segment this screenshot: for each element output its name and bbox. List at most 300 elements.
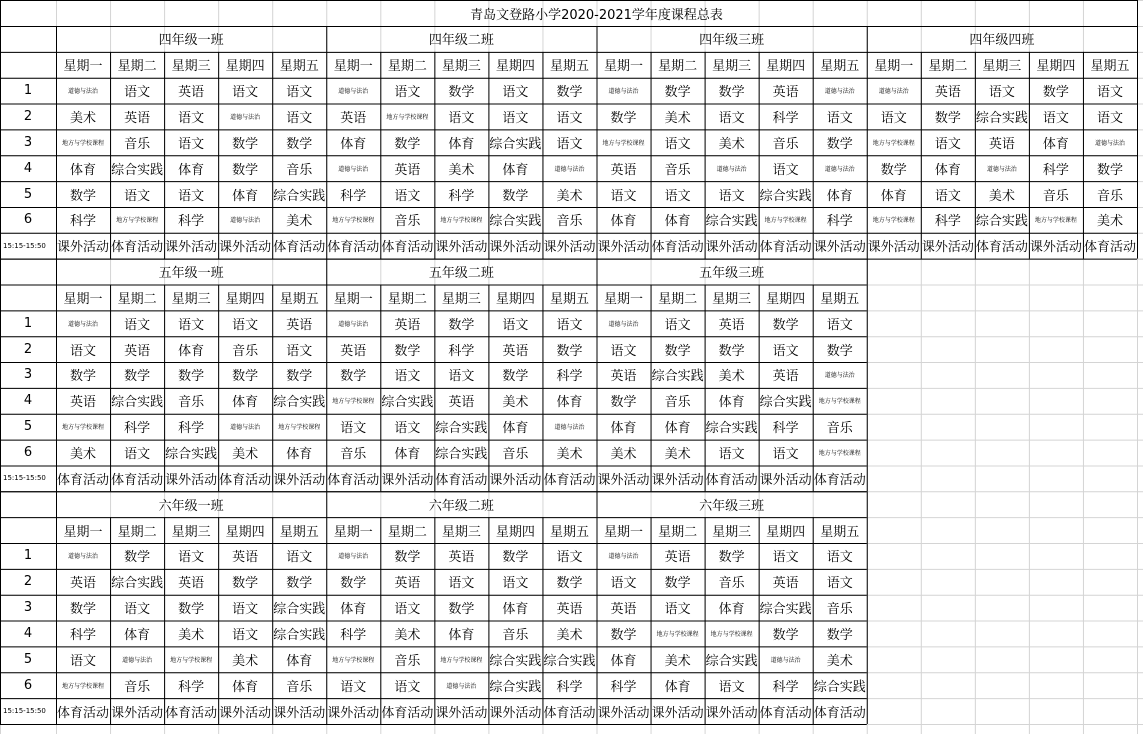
subject-cell: 课外活动 <box>273 705 326 721</box>
subject-cell: 体育 <box>124 627 151 643</box>
weekday-header: 星期二 <box>658 291 698 307</box>
subject-cell: 美术 <box>286 214 313 230</box>
subject-cell: 综合实践 <box>489 214 542 230</box>
weekday-header: 星期三 <box>171 59 211 75</box>
subject-cell: 体育 <box>502 162 529 178</box>
subject-cell: 语文 <box>556 550 583 566</box>
subject-cell: 语文 <box>394 85 421 101</box>
subject-cell: 语文 <box>664 317 691 333</box>
class-name: 五年级二班 <box>428 266 494 282</box>
subject-cell: 科学 <box>934 214 961 230</box>
subject-cell: 语文 <box>448 110 475 126</box>
activity-time-label: 15:15-15:50 <box>3 707 46 716</box>
subject-cell: 体育 <box>394 447 421 463</box>
subject-cell: 美术 <box>664 110 691 126</box>
weekday-header: 星期一 <box>874 59 914 75</box>
subject-cell: 数学 <box>394 343 421 359</box>
subject-cell: 综合实践 <box>111 576 164 592</box>
subject-cell: 美术 <box>718 369 745 385</box>
subject-cell: 语文 <box>772 343 799 359</box>
weekday-header: 星期一 <box>604 291 644 307</box>
subject-cell: 地方与学校课程 <box>1034 217 1077 225</box>
subject-cell: 体育 <box>178 162 205 178</box>
period-number: 2 <box>23 341 33 357</box>
subject-cell: 体育 <box>340 602 367 618</box>
subject-cell: 音乐 <box>178 395 205 411</box>
subject-cell: 课外活动 <box>597 705 650 721</box>
subject-cell: 综合实践 <box>489 679 542 695</box>
subject-cell: 数学 <box>556 85 583 101</box>
subject-cell: 英语 <box>664 550 691 566</box>
subject-cell: 体育活动 <box>813 472 866 488</box>
subject-cell: 音乐 <box>232 343 259 359</box>
weekday-header: 星期三 <box>982 59 1022 75</box>
weekday-header: 星期五 <box>549 524 589 540</box>
subject-cell: 音乐 <box>556 214 583 230</box>
subject-cell: 美术 <box>664 447 691 463</box>
subject-cell: 体育 <box>610 653 637 669</box>
subject-cell: 音乐 <box>124 136 151 152</box>
subject-cell: 道德与法治 <box>554 165 585 173</box>
subject-cell: 语文 <box>124 188 151 204</box>
subject-cell: 英语 <box>934 85 961 101</box>
weekday-header: 星期一 <box>63 291 103 307</box>
subject-cell: 数学 <box>1096 162 1123 178</box>
subject-cell: 英语 <box>394 317 421 333</box>
class-name: 四年级二班 <box>428 33 494 49</box>
subject-cell: 综合实践 <box>705 214 758 230</box>
subject-cell: 音乐 <box>124 679 151 695</box>
subject-cell: 体育活动 <box>651 240 704 256</box>
weekday-header: 星期一 <box>604 524 644 540</box>
subject-cell: 课外活动 <box>381 472 434 488</box>
subject-cell: 综合实践 <box>975 214 1028 230</box>
subject-cell: 英语 <box>988 136 1015 152</box>
subject-cell: 数学 <box>340 369 367 385</box>
subject-cell: 数学 <box>610 627 637 643</box>
period-number: 6 <box>23 212 33 228</box>
subject-cell: 体育活动 <box>759 240 812 256</box>
subject-cell: 语文 <box>394 188 421 204</box>
subject-cell: 数学 <box>934 110 961 126</box>
subject-cell: 科学 <box>124 421 151 437</box>
subject-cell: 道德与法治 <box>554 424 585 432</box>
subject-cell: 语文 <box>286 85 313 101</box>
period-number: 4 <box>23 160 33 176</box>
subject-cell: 综合实践 <box>489 136 542 152</box>
subject-cell: 语文 <box>178 110 205 126</box>
subject-cell: 语文 <box>664 136 691 152</box>
subject-cell: 地方与学校课程 <box>440 217 483 225</box>
subject-cell: 道德与法治 <box>338 165 369 173</box>
subject-cell: 数学 <box>664 576 691 592</box>
subject-cell: 科学 <box>70 627 97 643</box>
subject-cell: 美术 <box>502 395 529 411</box>
subject-cell: 科学 <box>772 421 799 437</box>
subject-cell: 语文 <box>232 602 259 618</box>
subject-cell: 英语 <box>124 110 151 126</box>
subject-cell: 英语 <box>718 317 745 333</box>
subject-cell: 语文 <box>232 317 259 333</box>
subject-cell: 数学 <box>502 188 529 204</box>
subject-cell: 地方与学校课程 <box>656 630 699 638</box>
subject-cell: 语文 <box>394 369 421 385</box>
subject-cell: 体育 <box>340 136 367 152</box>
subject-cell: 综合实践 <box>705 653 758 669</box>
subject-cell: 英语 <box>124 343 151 359</box>
subject-cell: 科学 <box>1042 162 1069 178</box>
subject-cell: 综合实践 <box>273 627 326 643</box>
subject-cell: 语文 <box>502 317 529 333</box>
subject-cell: 课外活动 <box>651 472 704 488</box>
subject-cell: 英语 <box>556 602 583 618</box>
subject-cell: 体育 <box>502 421 529 437</box>
subject-cell: 体育活动 <box>813 705 866 721</box>
weekday-header: 星期二 <box>658 59 698 75</box>
period-number: 4 <box>23 393 33 409</box>
subject-cell: 体育 <box>610 421 637 437</box>
subject-cell: 英语 <box>70 576 97 592</box>
subject-cell: 道德与法治 <box>1094 139 1125 147</box>
subject-cell: 数学 <box>178 602 205 618</box>
subject-cell: 道德与法治 <box>338 88 369 96</box>
subject-cell: 英语 <box>610 369 637 385</box>
subject-cell: 科学 <box>178 679 205 695</box>
page-title: 青岛文登路小学2020-2021学年度课程总表 <box>470 7 723 23</box>
period-number: 3 <box>23 600 33 616</box>
subject-cell: 地方与学校课程 <box>872 139 915 147</box>
subject-cell: 地方与学校课程 <box>278 424 321 432</box>
subject-cell: 英语 <box>232 550 259 566</box>
weekday-header: 星期五 <box>820 524 860 540</box>
subject-cell: 数学 <box>826 627 853 643</box>
subject-cell: 课外活动 <box>597 472 650 488</box>
weekday-header: 星期五 <box>549 59 589 75</box>
subject-cell: 美术 <box>610 447 637 463</box>
subject-cell: 语文 <box>178 317 205 333</box>
subject-cell: 语文 <box>556 110 583 126</box>
subject-cell: 语文 <box>718 188 745 204</box>
weekday-header: 星期五 <box>279 524 319 540</box>
subject-cell: 课外活动 <box>705 705 758 721</box>
subject-cell: 道德与法治 <box>68 553 99 561</box>
weekday-header: 星期四 <box>1036 59 1076 75</box>
subject-cell: 课外活动 <box>543 240 596 256</box>
subject-cell: 数学 <box>232 136 259 152</box>
subject-cell: 地方与学校课程 <box>62 139 105 147</box>
weekday-header: 星期三 <box>712 59 752 75</box>
subject-cell: 综合实践 <box>165 447 218 463</box>
subject-cell: 美术 <box>556 447 583 463</box>
weekday-header: 星期四 <box>225 59 265 75</box>
class-name: 四年级三班 <box>699 33 765 49</box>
subject-cell: 综合实践 <box>759 602 812 618</box>
subject-cell: 科学 <box>772 679 799 695</box>
subject-cell: 综合实践 <box>759 395 812 411</box>
subject-cell: 数学 <box>286 576 313 592</box>
period-number: 4 <box>23 625 33 641</box>
subject-cell: 科学 <box>340 188 367 204</box>
subject-cell: 美术 <box>448 162 475 178</box>
weekday-header: 星期四 <box>766 524 806 540</box>
subject-cell: 地方与学校课程 <box>116 217 159 225</box>
subject-cell: 音乐 <box>340 447 367 463</box>
period-number: 2 <box>23 574 33 590</box>
subject-cell: 道德与法治 <box>230 217 261 225</box>
subject-cell: 道德与法治 <box>986 165 1017 173</box>
weekday-header: 星期二 <box>387 59 427 75</box>
weekday-header: 星期五 <box>279 59 319 75</box>
period-number: 5 <box>23 419 33 435</box>
subject-cell: 英语 <box>178 576 205 592</box>
subject-cell: 语文 <box>826 110 853 126</box>
subject-cell: 语文 <box>1096 110 1123 126</box>
weekday-header: 星期二 <box>928 59 968 75</box>
weekday-header: 星期二 <box>117 59 157 75</box>
subject-cell: 体育活动 <box>327 240 380 256</box>
subject-cell: 英语 <box>610 602 637 618</box>
subject-cell: 地方与学校课程 <box>710 630 753 638</box>
subject-cell: 数学 <box>232 162 259 178</box>
subject-cell: 语文 <box>718 679 745 695</box>
subject-cell: 语文 <box>124 317 151 333</box>
weekday-header: 星期四 <box>766 291 806 307</box>
subject-cell: 美术 <box>394 627 421 643</box>
subject-cell: 道德与法治 <box>608 320 639 328</box>
subject-cell: 课外活动 <box>327 705 380 721</box>
subject-cell: 美术 <box>556 627 583 643</box>
subject-cell: 科学 <box>826 214 853 230</box>
subject-cell: 体育活动 <box>57 705 110 721</box>
subject-cell: 体育 <box>556 395 583 411</box>
weekday-header: 星期三 <box>441 59 481 75</box>
subject-cell: 语文 <box>772 162 799 178</box>
subject-cell: 数学 <box>232 369 259 385</box>
subject-cell: 数学 <box>556 576 583 592</box>
subject-cell: 体育活动 <box>543 472 596 488</box>
subject-cell: 数学 <box>448 317 475 333</box>
subject-cell: 语文 <box>610 188 637 204</box>
subject-cell: 音乐 <box>664 395 691 411</box>
subject-cell: 语文 <box>664 188 691 204</box>
subject-cell: 课外活动 <box>1029 240 1082 256</box>
subject-cell: 语文 <box>178 188 205 204</box>
subject-cell: 美术 <box>718 136 745 152</box>
subject-cell: 数学 <box>1042 85 1069 101</box>
subject-cell: 道德与法治 <box>824 88 855 96</box>
subject-cell: 地方与学校课程 <box>818 398 861 406</box>
subject-cell: 地方与学校课程 <box>872 217 915 225</box>
subject-cell: 综合实践 <box>975 110 1028 126</box>
subject-cell: 英语 <box>448 395 475 411</box>
subject-cell: 数学 <box>502 369 529 385</box>
weekday-header: 星期二 <box>387 524 427 540</box>
subject-cell: 体育 <box>664 679 691 695</box>
subject-cell: 综合实践 <box>543 653 596 669</box>
subject-cell: 科学 <box>556 679 583 695</box>
weekday-header: 星期三 <box>171 524 211 540</box>
subject-cell: 综合实践 <box>273 395 326 411</box>
class-name: 四年级一班 <box>158 33 224 49</box>
subject-cell: 综合实践 <box>273 188 326 204</box>
subject-cell: 科学 <box>448 188 475 204</box>
subject-cell: 体育 <box>448 627 475 643</box>
subject-cell: 语文 <box>718 447 745 463</box>
subject-cell: 数学 <box>448 602 475 618</box>
class-name: 六年级二班 <box>428 498 494 514</box>
subject-cell: 语文 <box>826 576 853 592</box>
subject-cell: 道德与法治 <box>446 682 477 690</box>
period-number: 6 <box>23 445 33 461</box>
subject-cell: 地方与学校课程 <box>62 682 105 690</box>
class-name: 四年级四班 <box>969 33 1035 49</box>
subject-cell: 美术 <box>1096 214 1123 230</box>
subject-cell: 体育 <box>610 214 637 230</box>
subject-cell: 音乐 <box>286 162 313 178</box>
subject-cell: 英语 <box>286 317 313 333</box>
subject-cell: 道德与法治 <box>608 553 639 561</box>
subject-cell: 语文 <box>772 550 799 566</box>
weekday-header: 星期三 <box>441 524 481 540</box>
subject-cell: 地方与学校课程 <box>332 217 375 225</box>
subject-cell: 科学 <box>772 110 799 126</box>
subject-cell: 英语 <box>502 343 529 359</box>
subject-cell: 语文 <box>448 369 475 385</box>
subject-cell: 体育 <box>502 602 529 618</box>
weekday-header: 星期一 <box>333 59 373 75</box>
period-number: 3 <box>23 134 33 150</box>
subject-cell: 数学 <box>448 85 475 101</box>
subject-cell: 美术 <box>70 447 97 463</box>
subject-cell: 体育 <box>232 395 259 411</box>
subject-cell: 科学 <box>556 369 583 385</box>
subject-cell: 语文 <box>502 110 529 126</box>
subject-cell: 道德与法治 <box>878 88 909 96</box>
subject-cell: 地方与学校课程 <box>818 450 861 458</box>
subject-cell: 语文 <box>124 602 151 618</box>
subject-cell: 道德与法治 <box>716 165 747 173</box>
subject-cell: 语文 <box>124 85 151 101</box>
subject-cell: 语文 <box>826 550 853 566</box>
weekday-header: 星期一 <box>604 59 644 75</box>
subject-cell: 数学 <box>772 627 799 643</box>
subject-cell: 地方与学校课程 <box>764 217 807 225</box>
subject-cell: 课外活动 <box>435 240 488 256</box>
period-number: 5 <box>23 186 33 202</box>
subject-cell: 语文 <box>988 85 1015 101</box>
subject-cell: 英语 <box>70 395 97 411</box>
subject-cell: 课外活动 <box>867 240 920 256</box>
subject-cell: 数学 <box>556 343 583 359</box>
period-number: 1 <box>23 315 33 331</box>
weekday-header: 星期四 <box>225 291 265 307</box>
subject-cell: 美术 <box>232 653 259 669</box>
activity-time-label: 15:15-15:50 <box>3 474 46 483</box>
subject-cell: 体育 <box>718 602 745 618</box>
subject-cell: 数学 <box>124 550 151 566</box>
subject-cell: 道德与法治 <box>338 320 369 328</box>
subject-cell: 道德与法治 <box>122 656 153 664</box>
subject-cell: 语文 <box>502 576 529 592</box>
subject-cell: 数学 <box>718 343 745 359</box>
subject-cell: 数学 <box>70 602 97 618</box>
subject-cell: 数学 <box>340 576 367 592</box>
weekday-header: 星期二 <box>658 524 698 540</box>
subject-cell: 体育活动 <box>435 472 488 488</box>
subject-cell: 课外活动 <box>165 240 218 256</box>
subject-cell: 地方与学校课程 <box>170 656 213 664</box>
subject-cell: 综合实践 <box>273 602 326 618</box>
subject-cell: 语文 <box>718 110 745 126</box>
subject-cell: 综合实践 <box>651 369 704 385</box>
subject-cell: 体育活动 <box>165 705 218 721</box>
subject-cell: 数学 <box>880 162 907 178</box>
subject-cell: 语文 <box>286 110 313 126</box>
subject-cell: 体育 <box>286 653 313 669</box>
subject-cell: 地方与学校课程 <box>440 656 483 664</box>
weekday-header: 星期三 <box>171 291 211 307</box>
subject-cell: 道德与法治 <box>230 424 261 432</box>
subject-cell: 语文 <box>934 188 961 204</box>
subject-cell: 语文 <box>286 550 313 566</box>
weekday-header: 星期四 <box>495 524 535 540</box>
subject-cell: 语文 <box>934 136 961 152</box>
subject-cell: 数学 <box>772 317 799 333</box>
subject-cell: 数学 <box>664 343 691 359</box>
subject-cell: 体育 <box>70 162 97 178</box>
subject-cell: 道德与法治 <box>608 88 639 96</box>
subject-cell: 地方与学校课程 <box>602 139 645 147</box>
subject-cell: 道德与法治 <box>68 88 99 96</box>
weekday-header: 星期五 <box>820 291 860 307</box>
subject-cell: 语文 <box>70 653 97 669</box>
subject-cell: 语文 <box>340 421 367 437</box>
subject-cell: 体育活动 <box>1083 240 1136 256</box>
subject-cell: 体育活动 <box>57 472 110 488</box>
subject-cell: 语文 <box>1042 110 1069 126</box>
subject-cell: 课外活动 <box>813 240 866 256</box>
subject-cell: 英语 <box>340 110 367 126</box>
subject-cell: 数学 <box>232 576 259 592</box>
weekday-header: 星期二 <box>117 291 157 307</box>
subject-cell: 体育 <box>286 447 313 463</box>
subject-cell: 美术 <box>826 653 853 669</box>
subject-cell: 英语 <box>340 343 367 359</box>
subject-cell: 课外活动 <box>57 240 110 256</box>
subject-cell: 课外活动 <box>219 705 272 721</box>
subject-cell: 体育活动 <box>381 240 434 256</box>
subject-cell: 语文 <box>448 576 475 592</box>
subject-cell: 体育 <box>718 395 745 411</box>
activity-time-label: 15:15-15:50 <box>3 241 46 250</box>
subject-cell: 体育 <box>664 214 691 230</box>
subject-cell: 音乐 <box>286 679 313 695</box>
subject-cell: 数学 <box>826 343 853 359</box>
subject-cell: 体育 <box>934 162 961 178</box>
subject-cell: 综合实践 <box>759 188 812 204</box>
weekday-header: 星期二 <box>387 291 427 307</box>
subject-cell: 体育 <box>232 679 259 695</box>
subject-cell: 数学 <box>502 550 529 566</box>
subject-cell: 音乐 <box>394 653 421 669</box>
subject-cell: 音乐 <box>664 162 691 178</box>
period-number: 5 <box>23 651 33 667</box>
subject-cell: 道德与法治 <box>824 372 855 380</box>
subject-cell: 数学 <box>610 110 637 126</box>
subject-cell: 语文 <box>1096 85 1123 101</box>
subject-cell: 美术 <box>70 110 97 126</box>
subject-cell: 体育活动 <box>381 705 434 721</box>
